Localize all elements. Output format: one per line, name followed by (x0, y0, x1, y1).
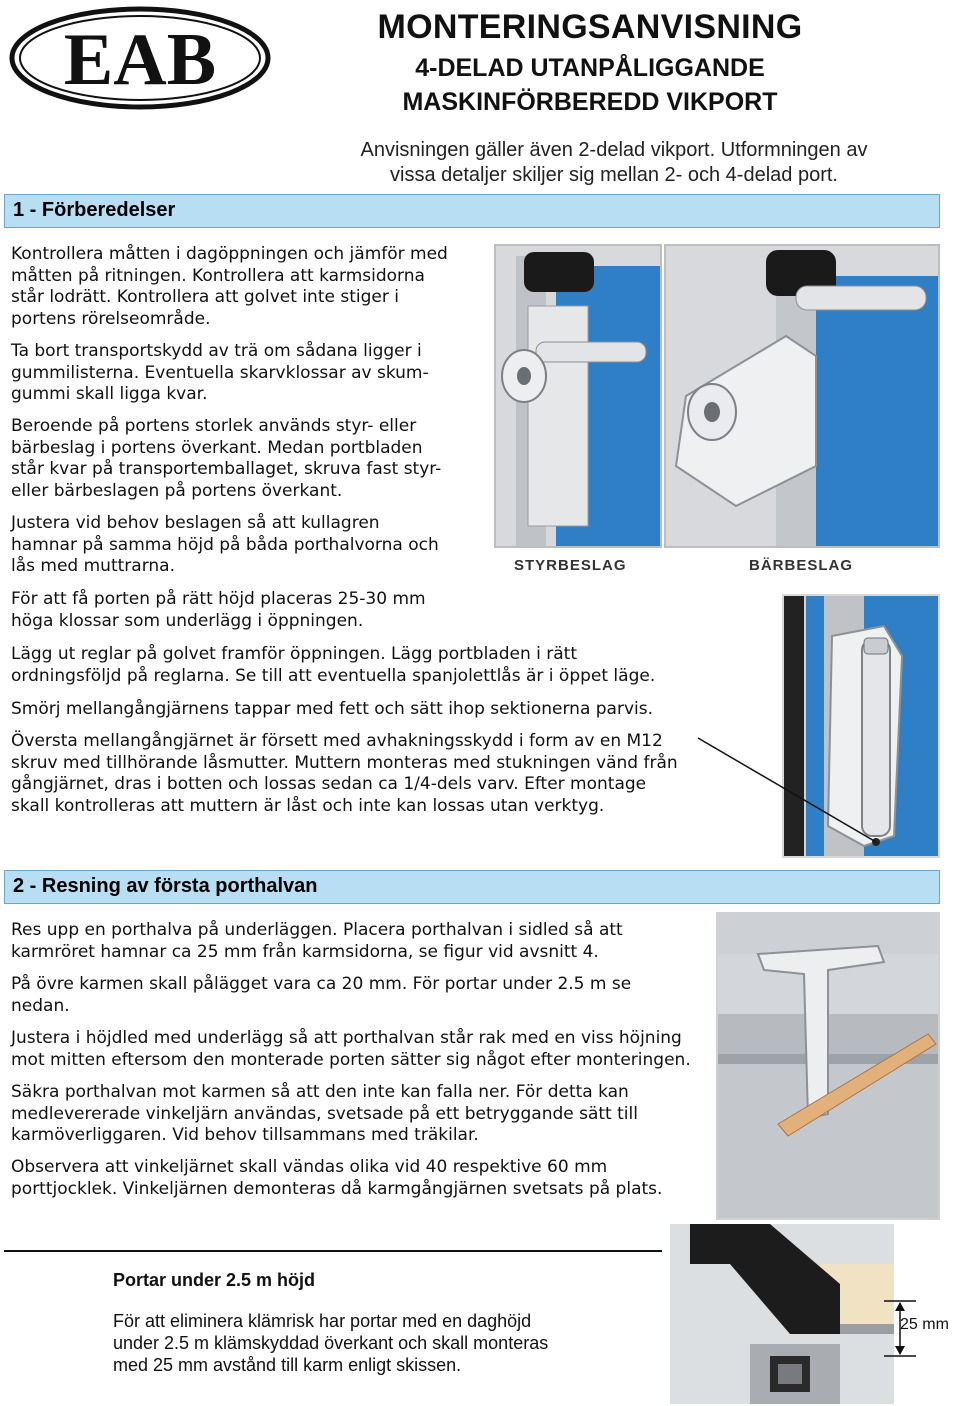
bottom-text (113, 1310, 548, 1376)
text-line: För att få porten på rätt höjd placeras 25-30 mm (11, 589, 426, 609)
text-line: Säkra porthalvan mot karmen så att den inte kan falla ner. För detta kan (11, 1082, 629, 1102)
paragraph (11, 1082, 638, 1147)
text-line: På övre karmen skall pålägget vara ca 20 mm. För portar under 2.5 m se (11, 974, 632, 994)
text-line: gångjärnet, dras i botten och lossas sedan ca 1/4-dels varv. Efter montage (11, 774, 647, 795)
barbeslag-illustration (664, 244, 940, 548)
paragraph (11, 920, 623, 963)
text-line: måtten på ritningen. Kontrollera att karmsidorna (11, 265, 425, 286)
text-line: skall kontrolleras att muttern är låst och inte kan lossas utan verktyg. (11, 795, 605, 816)
logo-text: EAB (63, 19, 217, 101)
text-line: porttjocklek. Vinkeljärnen demonteras då karmgångjärnen svetsats på plats. (11, 1178, 663, 1199)
text-line: mot mitten eftersom den monterade porten sätter sig något efter monteringen. (11, 1049, 691, 1070)
text-line: eller bärbeslagen på portens överkant. (11, 480, 343, 501)
text-line: höga klossar som underlägg i öppningen. (11, 610, 364, 631)
text-line: Lägg ut reglar på golvet framför öppningen. Lägg portbladen i rätt (11, 644, 577, 664)
page-title: MONTERINGSANVISNING (377, 8, 803, 46)
paragraph (11, 1028, 691, 1071)
text-line: står kvar på transportemballaget, skruva fast styr- (11, 459, 442, 480)
text-line: ordningsföljd på reglarna. Se till att eventuella spanjolettlås är i öppet läge. (11, 665, 656, 686)
text-line: står lodrätt. Kontrollera att golvet inte stiger i (11, 287, 399, 308)
text-line: Ta bort transportskydd av trä om sådana ligger i (11, 341, 422, 361)
text-line: portens rörelseområde. (11, 308, 211, 329)
divider (4, 1250, 662, 1252)
text-line: Kontrollera måtten i dagöppningen och jämför med (11, 244, 448, 264)
eab-logo (8, 6, 272, 110)
text-line: gummilisterna. Eventuella skarvklossar av skum- (11, 362, 429, 383)
text-line: medlevererade vinkeljärn användas, svetsade på ett betryggande sätt till (11, 1103, 638, 1124)
text-line: gummi skall ligga kvar. (11, 384, 208, 405)
paragraph (11, 731, 678, 817)
leader-line (690, 730, 890, 850)
paragraph (11, 699, 653, 721)
paragraph (11, 416, 441, 502)
header-note-line: vissa detaljer skiljer sig mellan 2- och 4-delad port. (390, 164, 838, 186)
styrbeslag-illustration (494, 244, 662, 548)
page-subtitle-1: 4-DELAD UTANPÅLIGGANDE (415, 54, 765, 82)
bottom-heading: Portar under 2.5 m höjd (113, 1270, 316, 1290)
section-heading-bar (4, 870, 940, 904)
section-heading: 1 - Förberedelser (13, 199, 176, 221)
section-heading: 2 - Resning av första porthalvan (13, 875, 318, 897)
caption-barbeslag: BÄRBESLAG (749, 557, 854, 574)
text-line: skruv med tillhörande låsmutter. Muttern monteras med stukningen vänd från (11, 752, 678, 773)
text-line: karmröret hamnar ca 25 mm från karmsidorna, se figur vid avsnitt 4. (11, 941, 599, 962)
text-line: För att eliminera klämrisk har portar med en daghöjd (113, 1311, 532, 1331)
paragraph (11, 974, 631, 1017)
text-line: hamnar på samma höjd på båda porthalvorna och (11, 534, 439, 555)
text-line: nedan. (11, 995, 70, 1016)
text-line: Beroende på portens storlek används styr- eller (11, 416, 417, 436)
text-line: Res upp en porthalva på underläggen. Placera porthalvan i sidled så att (11, 920, 623, 940)
paragraph (11, 644, 655, 687)
vinkeljarn-illustration (716, 912, 940, 1220)
header-note (336, 138, 892, 188)
dimension-label: 25 mm (900, 1316, 949, 1333)
text-line: karmöverliggaren. Vid behov tillsammans med träkilar. (11, 1125, 479, 1146)
paragraph (11, 244, 448, 330)
text-line: Smörj mellangångjärnens tappar med fett och sätt ihop sektionerna parvis. (11, 699, 654, 719)
paragraph (11, 513, 439, 578)
text-line: Justera vid behov beslagen så att kullagren (11, 513, 380, 533)
paragraph (11, 1157, 662, 1200)
section-heading-bar (4, 194, 940, 228)
text-line: Justera i höjdled med underlägg så att porthalvan står rak med en viss höjning (11, 1028, 682, 1048)
page-subtitle-2: MASKINFÖRBEREDD VIKPORT (402, 88, 778, 116)
text-line: under 2.5 m klämskyddad överkant och skall monteras (113, 1333, 549, 1353)
paragraph (11, 341, 429, 406)
text-line: lås med muttrarna. (11, 556, 175, 577)
text-line: Översta mellangångjärnet är försett med avhakningsskydd i form av en M12 (11, 731, 663, 751)
klamskydd-illustration (670, 1224, 894, 1404)
text-line: med 25 mm avstånd till karm enligt skissen. (113, 1355, 462, 1375)
header-note-line: Anvisningen gäller även 2-delad vikport. Utformningen av (360, 139, 868, 161)
caption-styrbeslag: STYRBESLAG (514, 557, 627, 574)
text-line: Observera att vinkeljärnet skall vändas olika vid 40 respektive 60 mm (11, 1157, 608, 1177)
text-line: bärbeslag i portens överkant. Medan portbladen (11, 437, 423, 458)
paragraph (11, 589, 426, 632)
